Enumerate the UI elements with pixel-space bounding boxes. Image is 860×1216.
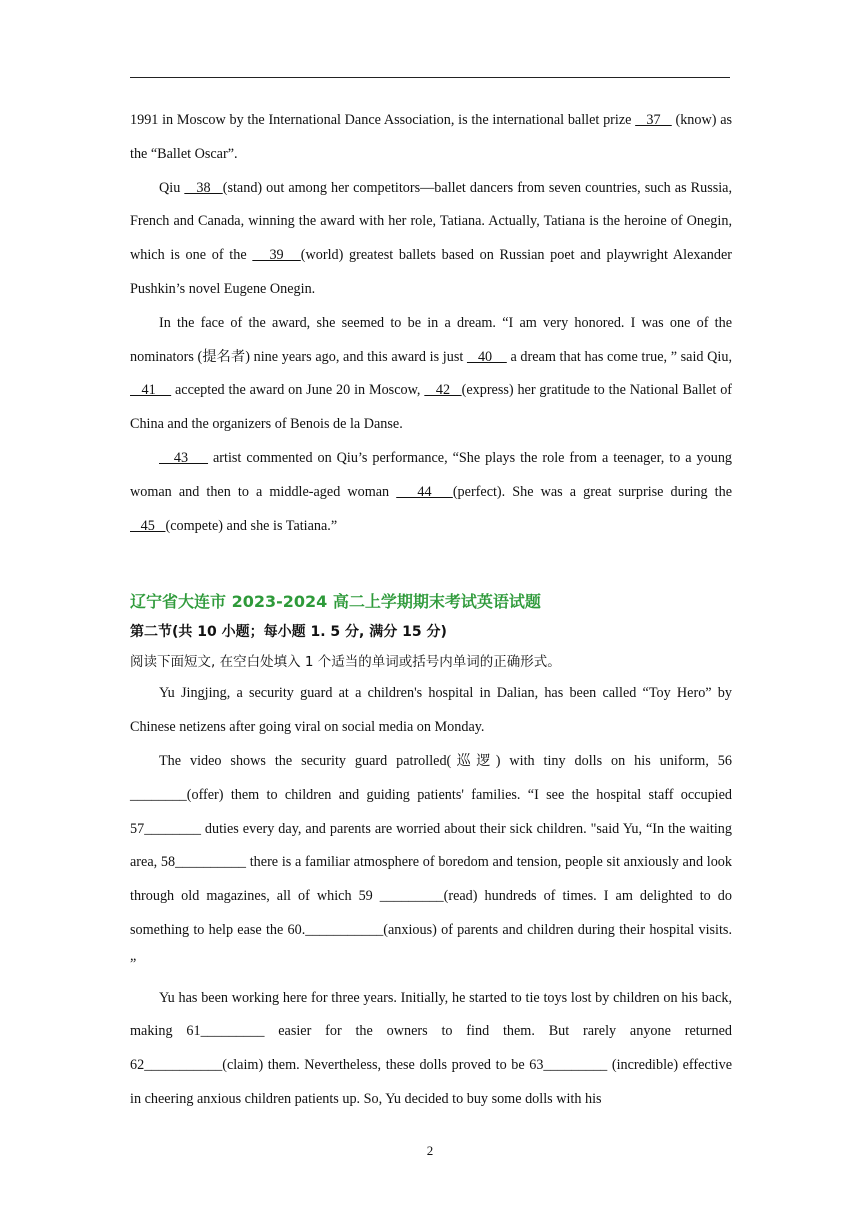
text-segment: (perfect). She was a great surprise during the (452, 483, 732, 500)
text-segment: artist commented on Qiu’s performance, “She plays the role from a teenager, to a young woman and then to a middle-aged woman (130, 449, 733, 500)
header-rule (130, 77, 730, 78)
text-segment: 1991 in Moscow by the International Dance Association, is the international ballet prize (130, 112, 636, 128)
blank-39: 39 (252, 247, 301, 264)
passage1-paragraph-3 (130, 307, 732, 442)
blank-42: 42 (424, 382, 462, 399)
text-segment: (compete) and she is Tatiana.” (165, 517, 338, 534)
text-segment: (world) greatest ballets based on Russian poet and playwright Alexander Pushkin’s novel Eugene Onegin. (130, 247, 732, 297)
blank-41: 41 (130, 382, 172, 399)
text-segment: (know) as the “Ballet Oscar”. (130, 112, 733, 162)
blank-44: 44 (396, 483, 453, 500)
text-segment: accepted the award on June 20 in Moscow, (171, 382, 425, 399)
passage2-paragraph-1: Yu Jingjing, a security guard at a children's hospital in Dalian, has been called “Toy Hero” by Chinese netizens after going viral on social media on Monday. (130, 685, 732, 736)
passage1-paragraph-1 (130, 104, 732, 172)
blank-40: 40 (466, 348, 507, 365)
passage2-paragraph-3: Yu has been working here for three years. Initially, he started to tie toys lost by children on his back, making 61_________ easier for the owners to find them. But rarely anyone returned 62___________(claim) them. Nevertheless, these dolls proved to be 63_________ (incredible) effective in cheering anxious children patients up. So, Yu decided to buy some dolls with his (130, 989, 732, 1107)
blank-43: 43 (159, 449, 209, 466)
text-segment: (stand) out among her competitors—ballet dancers from seven countries, such as Russia, French and Canada, winning the award with her role, Tatiana. Actually, Tatiana is the heroine of Onegin, which is one of the (130, 179, 733, 264)
blank-45: 45 (130, 517, 166, 534)
text-segment: (express) her gratitude to the National Ballet of China and the organizers of Benois de la Danse. (130, 382, 733, 433)
blank-38: 38 (184, 179, 223, 196)
text-segment: Qiu (159, 179, 185, 196)
page-content (130, 104, 732, 1117)
passage1-paragraph-2 (130, 172, 732, 307)
passage1-paragraph-4 (130, 442, 732, 543)
blank-37: 37 (635, 112, 672, 128)
text-segment: In the face of the award, she seemed to be in a dream. “I am very honored. I was one of the nominators (提名者) nine years ago, and this award is just (130, 314, 732, 365)
page-number: 2 (426, 1143, 434, 1158)
section-subtitle: 第二节(共 10 小题；每小题 1. 5 分, 满分 15 分) (130, 624, 447, 641)
section-title: 辽宁省大连市 2023-2024 高二上学期期末考试英语试题 (130, 592, 541, 612)
text-segment: a dream that has come true, ” said Qiu, (506, 348, 733, 365)
passage2-paragraph-2: The video shows the security guard patrolled(巡逻) with tiny dolls on his uniform, 56 ________(offer) them to children and guiding patients' families. “I see the hospital staff occupied 57________ duties every day, and parents are worried about their sick children. "said Yu, “In the waiting area, 58__________ there is a familiar atmosphere of boredom and tension, people sit anxiously and look through old magazines, all of which 59 _________(read) hundreds of times. I am delighted to do something to help ease the 60.___________(anxious) of parents and children during their hospital visits. ” (130, 752, 732, 972)
section-instruction: 阅读下面短文, 在空白处填入 1 个适当的单词或括号内单词的正确形式。 (130, 654, 561, 671)
